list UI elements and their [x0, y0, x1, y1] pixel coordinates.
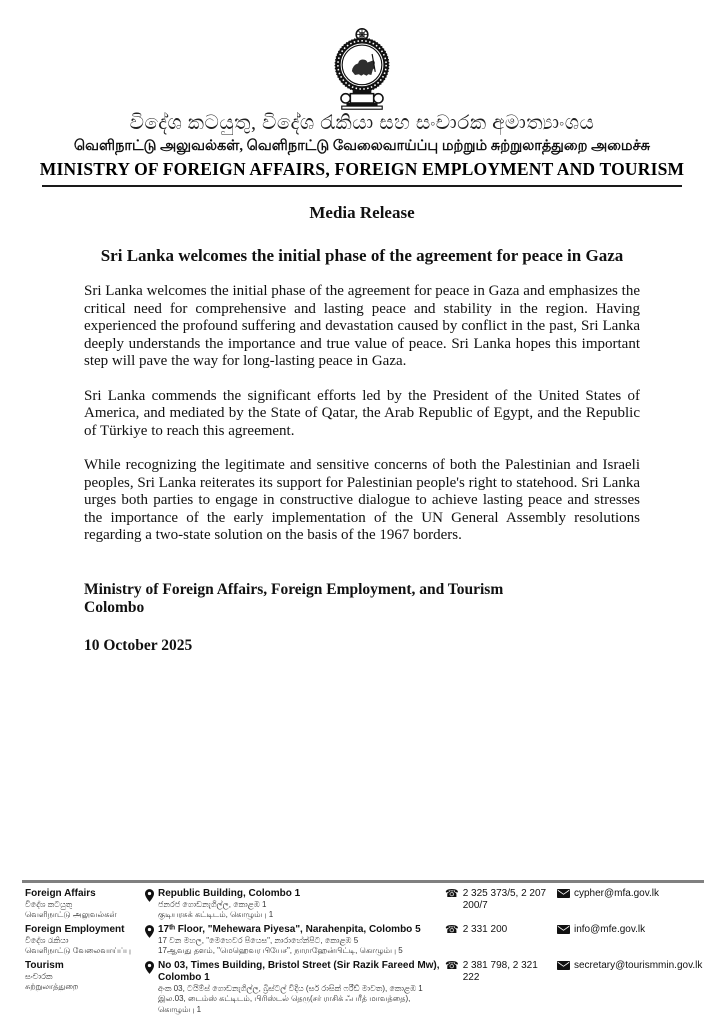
release-title: Sri Lanka welcomes the initial phase of the agreement for peace in Gaza: [100, 246, 624, 265]
address-sinhala: අංක 03, ටයිම්ස් ගොඩනැගිල්ල, බ්‍රිස්ටල් වීදිය (සර් රාසික් ෆරීඩ් මාවත), කොළඹ 1: [158, 983, 423, 993]
email-foreign-employment: [557, 924, 704, 936]
email-foreign-affairs: [557, 888, 704, 900]
address-sinhala: ජනරජ ගොඩනැගිල්ල, කොළඹ 1: [158, 899, 267, 909]
telephone-icon: ☎: [445, 922, 459, 936]
ministry-name-english: MINISTRY OF FOREIGN AFFAIRS, FOREIGN EMPLOYMENT AND TOURISM: [39, 159, 685, 179]
phone-number: 2 381 798, 2 321 222: [462, 959, 538, 983]
department-foreign-employment: [22, 924, 145, 957]
ministry-name-tamil: வெளிநாட்டு அலுவல்கள், வெளிநாட்டு வேலைவாய்ப்பு மற்றும் சுற்றுலாத்துறை அமைச்சு: [73, 138, 651, 154]
footer-row-foreign-employment: [22, 924, 704, 957]
phone-tourism: [445, 960, 557, 984]
department-name-sinhala: සංචාරක: [25, 971, 53, 981]
department-tourism: [22, 960, 145, 993]
department-name-tamil: வெளிநாட்டு வேலைவாய்ப்பு: [25, 946, 131, 955]
telephone-icon: ☎: [445, 886, 459, 900]
letterhead: [0, 26, 724, 187]
department-name-english: Tourism: [25, 959, 64, 971]
paragraph-2: Sri Lanka commends the significant efforts led by the President of the United States of America, and mediated by the State of Qatar, the Arab Republic of Egypt, and the Republic of Türkiye to reach this agreement.: [84, 387, 640, 439]
phone-number: 2 325 373/5, 2 207 200/7: [462, 887, 547, 911]
email-address: info@mfe.gov.lk: [574, 923, 646, 935]
address-tamil: குடியரசுக் கட்டிடம், கொழும்பு 1: [158, 910, 274, 919]
phone-foreign-affairs: [445, 888, 557, 912]
address-english: 17ᵗʰ Floor, "Mehewara Piyesa", Narahenpita, Colombo 5: [158, 923, 421, 935]
address-sinhala: 17 වන මහල, "මෙහෙවර පියෙස", නාරාහේන්පිට, කොළඹ 5: [158, 935, 359, 945]
address-tourism: [145, 960, 445, 1016]
phone-number: 2 331 200: [462, 923, 508, 935]
signature-city: Colombo: [84, 599, 145, 616]
address-foreign-employment: [145, 924, 445, 957]
address-english: No 03, Times Building, Bristol Street (Sir Razik Fareed Mw), Colombo 1: [158, 959, 440, 983]
header-divider: [42, 185, 682, 187]
media-release-heading: Media Release: [309, 203, 415, 222]
address-english: Republic Building, Colombo 1: [158, 887, 301, 899]
footer-row-foreign-affairs: [22, 888, 704, 921]
release-body: [84, 203, 640, 655]
department-name-sinhala: විදේශ කටයුතු: [25, 899, 73, 909]
signature-ministry: Ministry of Foreign Affairs, Foreign Employment, and Tourism: [84, 580, 504, 598]
ministry-name-sinhala: විදේශ කටයුතු, විදේශ රැකියා සහ සංචාරක අමාත්‍යාංශය: [129, 112, 595, 134]
email-address: cypher@mfa.gov.lk: [574, 887, 659, 899]
telephone-icon: ☎: [445, 958, 459, 972]
department-name-english: Foreign Employment: [25, 923, 125, 935]
map-pin-icon: [145, 888, 154, 921]
address-tamil: இல.03, டைம்ஸ் கட்டிடம், பிரிஸ்டல் தெரு(சர் ராசிக் ஃபரீத் மாவத்தை), கொழும்பு 1: [158, 994, 411, 1014]
map-pin-icon: [145, 960, 154, 1016]
envelope-icon: [557, 960, 570, 970]
footer-row-tourism: [22, 960, 704, 1016]
email-tourism: [557, 960, 704, 972]
department-foreign-affairs: [22, 888, 145, 921]
email-address: secretary@tourismmin.gov.lk: [574, 959, 703, 971]
department-name-sinhala: විදේශ රැකියා: [25, 935, 69, 945]
phone-foreign-employment: [445, 924, 557, 936]
address-tamil: 17ஆவது தளம், "மெஹெவர பியேச", நாராஹேன்பிட்டி, கொழும்பு 5: [158, 946, 403, 955]
sri-lanka-emblem-icon: [0, 26, 724, 110]
footer-divider: [22, 880, 704, 883]
paragraph-3: While recognizing the legitimate and sensitive concerns of both the Palestinian and Israeli peoples, Sri Lanka reiterates its support for Palestinian people's right to statehood. Sri Lanka urges both parties to engage in constructive dialogue to achieve lasting peace and stresses the importance of the early implementation of the UN General Assembly resolutions regarding a two-state solution on the basis of the 1967 borders.: [84, 457, 640, 543]
map-pin-icon: [145, 924, 154, 957]
department-name-tamil: சுற்றுலாத்துறை: [25, 982, 79, 991]
contact-footer: [22, 880, 704, 1019]
department-name-english: Foreign Affairs: [25, 887, 96, 899]
envelope-icon: [557, 888, 570, 898]
release-date: 10 October 2025: [84, 636, 193, 654]
envelope-icon: [557, 924, 570, 934]
signature-block: [84, 581, 640, 618]
paragraph-1: Sri Lanka welcomes the initial phase of the agreement for peace in Gaza and emphasizes the critical need for comprehensive and lasting peace and stability in the region. Having experienced the profound suffering and devastation caused by conflict in the past, Sri Lanka deeply understands the importance and true value of peace. Sri Lanka hopes this important step will pave the way for long-lasting peace in Gaza.: [84, 283, 640, 369]
department-name-tamil: வெளிநாட்டு அலுவல்கள்: [25, 910, 117, 919]
address-foreign-affairs: [145, 888, 445, 921]
